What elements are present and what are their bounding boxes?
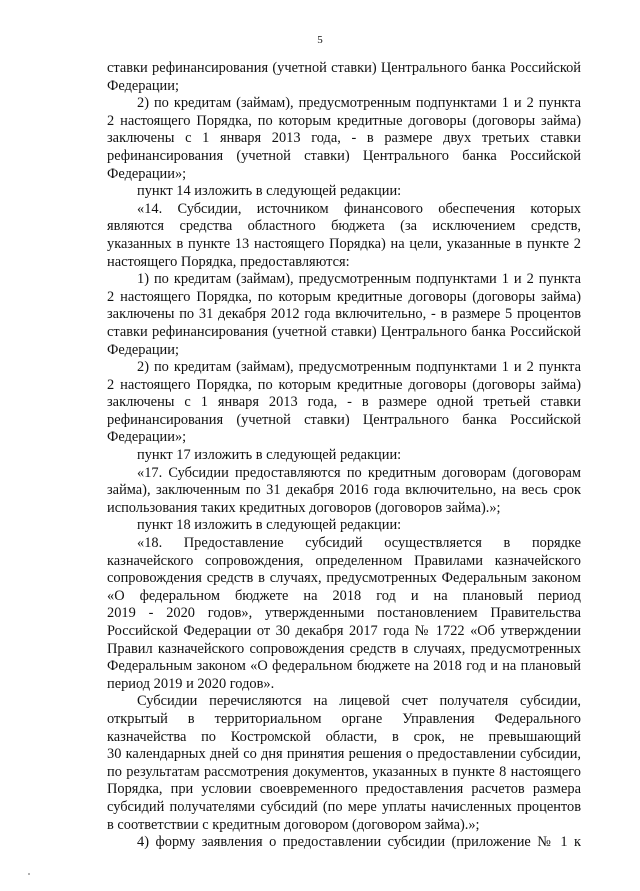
text-line: «18. Предоставление субсидий осуществляется в порядке [137,535,581,552]
text-line: 4) форму заявления о предоставлении субсидии (приложение № 1 к [137,834,581,851]
text-line: Порядка, при условии своевременного предоставления расчетов размера [107,781,581,798]
document-body [107,60,581,852]
scan-speck [28,873,30,875]
text-line: Федерации; [107,341,179,358]
text-line: Российской Федерации от 30 декабря 2017 года № 1722 «Об утверждении [107,623,581,639]
text-line: заключены с 1 января 2013 года, - в размере одной третьей ставки [107,394,581,411]
text-line: Федерации»; [107,165,187,182]
text-line: Правил казначейского сопровождения средств в случаях, предусмотренных [107,640,581,657]
text-line: Федерации»; [107,429,187,446]
text-line: казначейства по Костромской области, в срок, не превышающий [107,728,581,745]
text-line: Федерации; [107,77,179,94]
text-line: 2019 - 2020 годов», утвержденными постановлением Правительства [107,605,581,622]
text-line: настоящего Порядка, предоставляются: [107,253,350,270]
text-line: «14. Субсидии, источником финансового обеспечения которых [137,200,581,217]
page-number: 5 [317,34,323,46]
text-line: по результатам рассмотрения документов, указанных в пункте 8 настоящего [107,763,581,780]
text-line: использования таких кредитных договоров (договоров займа).»; [107,499,501,516]
text-line: 2 настоящего Порядка, по которым кредитные договоры (договоры займа) [107,112,581,129]
text-line: 30 календарных дней со дня принятия решения о предоставлении субсидии, [107,746,581,763]
text-line: заключены по 31 декабря 2012 года включительно, - в размере 5 процентов [107,306,581,323]
text-line: займа), заключенным по 31 декабря 2016 года включительно, на весь срок [107,482,581,499]
text-line: «О федеральном бюджете на 2018 год и на плановый период [107,587,581,604]
text-line: сопровождения средств в случаях, предусмотренных Федеральным законом [107,570,581,587]
text-line: открытый в территориальном органе Управления Федерального [107,710,581,727]
text-line: 2 настоящего Порядка, по которым кредитные договоры (договоры займа) [107,376,581,393]
text-line: субсидий получателями субсидий (по мере уплаты начисленных процентов [107,798,581,815]
text-line: 2) по кредитам (займам), предусмотренным подпунктами 1 и 2 пункта [137,95,581,112]
text-line: период 2019 и 2020 годов». [107,675,275,692]
text-line: «17. Субсидии предоставляются по кредитным договорам (договорам [137,464,581,481]
text-line: 1) по кредитам (займам), предусмотренным подпунктами 1 и 2 пункта [137,271,581,288]
text-line: ставки рефинансирования (учетной ставки) Центрального банка Российской [107,323,581,340]
text-line: ставки рефинансирования (учетной ставки) Центрального банка Российской [107,60,581,76]
text-line: рефинансирования (учетной ставки) Центрального банка Российской [107,411,581,428]
text-line: рефинансирования (учетной ставки) Центрального банка Российской [107,147,581,164]
text-line: пункт 18 изложить в следующей редакции: [137,517,402,534]
text-line: Федеральным законом «О федеральном бюджете на 2018 год и на плановый [107,658,581,675]
text-line: пункт 17 изложить в следующей редакции: [137,447,402,464]
text-line: в соответствии с кредитным договором (договором займа).»; [107,816,480,833]
text-line: казначейского сопровождения, определенном Правилами казначейского [107,552,581,569]
text-line: Субсидии перечисляются на лицевой счет получателя субсидии, [137,693,581,710]
text-line: заключены с 1 января 2013 года, - в размере двух третьих ставки [107,130,581,147]
text-line: 2) по кредитам (займам), предусмотренным подпунктами 1 и 2 пункта [137,359,581,376]
text-line: пункт 14 изложить в следующей редакции: [137,183,402,200]
text-line: являются средства областного бюджета (за исключением средств, [107,218,581,235]
text-line: указанных в пункте 13 настоящего Порядка) на цели, указанные в пункте 2 [107,235,581,252]
text-line: 2 настоящего Порядка, по которым кредитные договоры (договоры займа) [107,288,581,305]
